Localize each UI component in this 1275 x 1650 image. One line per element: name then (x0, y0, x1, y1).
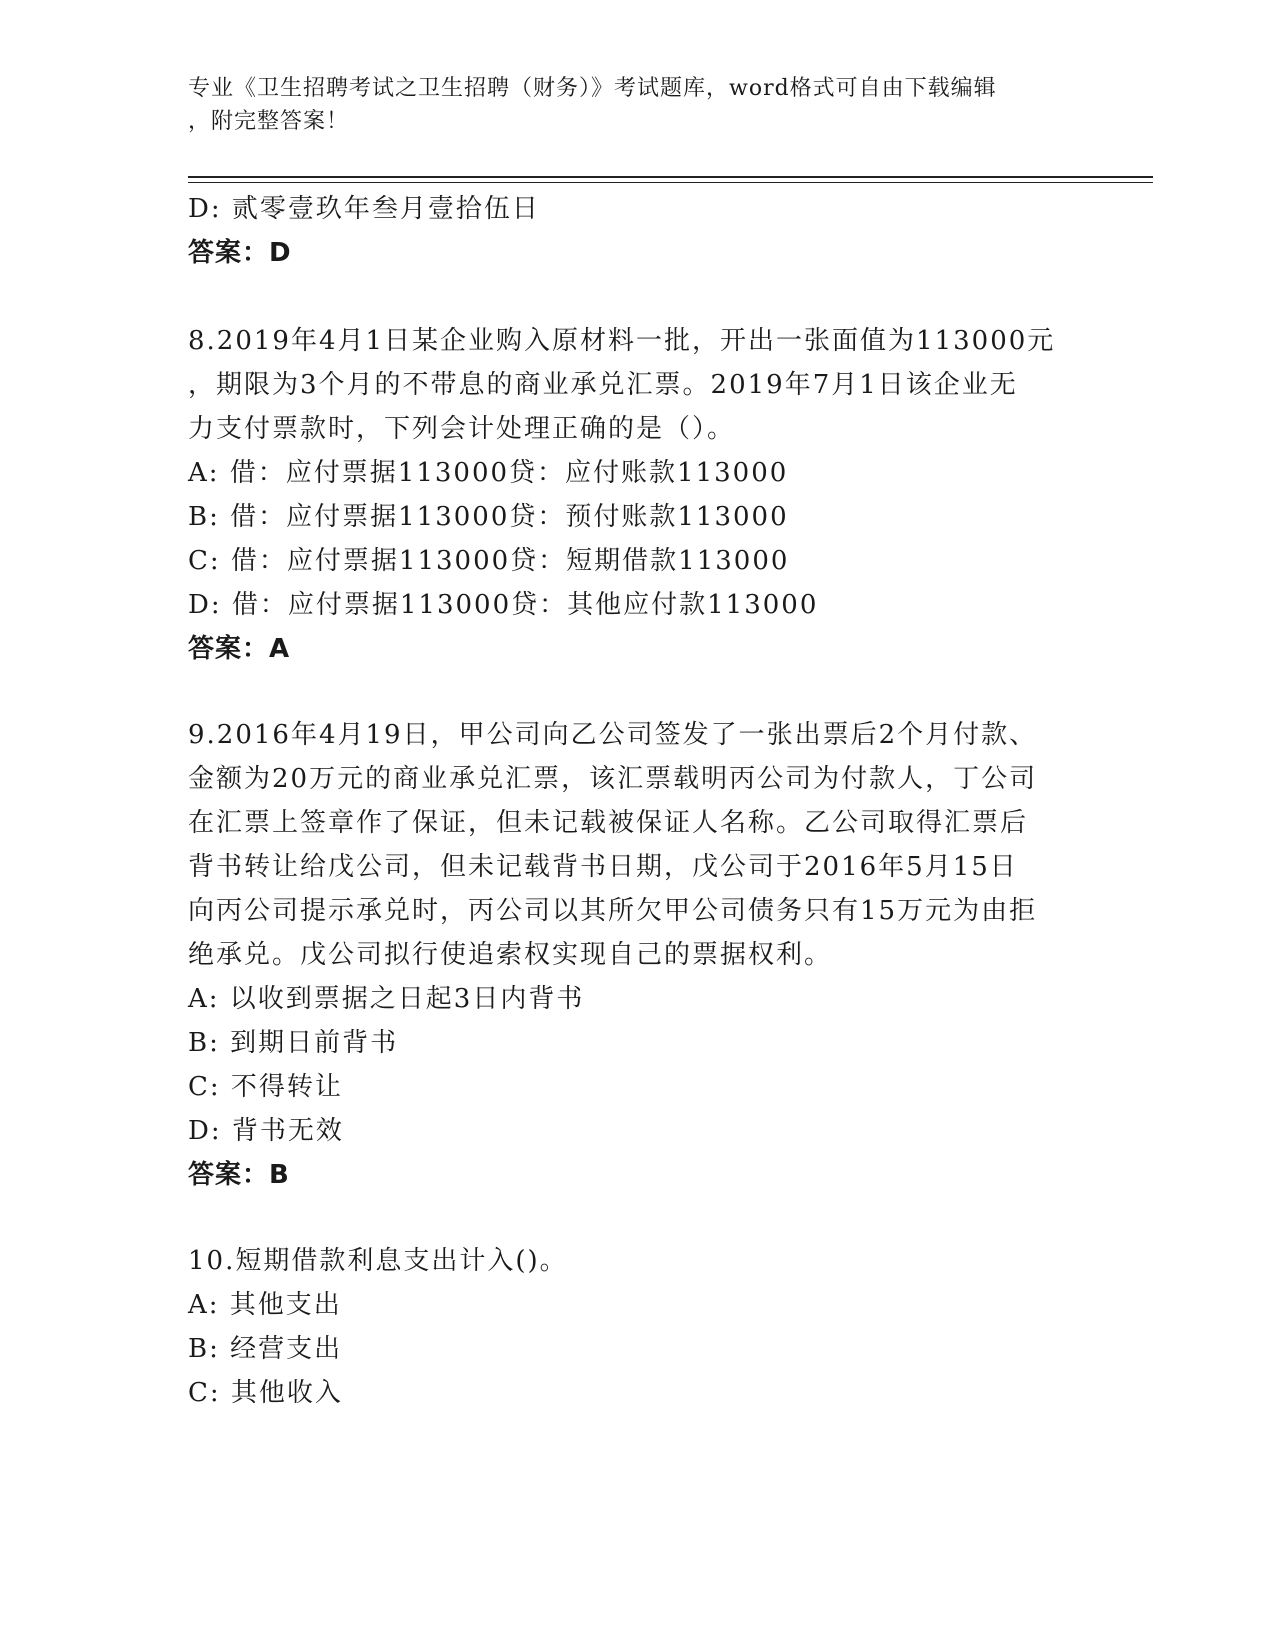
q7-option-d: D: 贰零壹玖年叁月壹拾伍日 (188, 194, 540, 224)
q9-stem-line-2: 金额为20万元的商业承兑汇票，该汇票载明丙公司为付款人，丁公司 (188, 764, 1038, 794)
q8-option-d: D: 借：应付票据113000贷：其他应付款113000 (188, 590, 819, 620)
q9-answer: 答案：B (188, 1160, 290, 1190)
q8-stem-line-2: ，期限为3个月的不带息的商业承兑汇票。2019年7月1日该企业无 (188, 370, 1018, 400)
header-line-2: ，附完整答案！ (188, 109, 350, 134)
q8-answer: 答案：A (188, 634, 291, 664)
header-line-1: 专业《卫生招聘考试之卫生招聘（财务）》考试题库，word格式可自由下载编辑 (188, 76, 997, 101)
header-rule-thick (188, 176, 1153, 178)
q9-stem-line-1: 9.2016年4月19日，甲公司向乙公司签发了一张出票后2个月付款、 (188, 720, 1038, 750)
q7-answer: 答案：D (188, 238, 292, 268)
q10-option-b: B: 经营支出 (188, 1334, 343, 1364)
q9-option-d: D: 背书无效 (188, 1116, 344, 1146)
q9-stem-line-5: 向丙公司提示承兑时，丙公司以其所欠甲公司债务只有15万元为由拒 (188, 896, 1038, 926)
q10-option-c: C: 其他收入 (188, 1378, 343, 1408)
q8-option-c: C: 借：应付票据113000贷：短期借款113000 (188, 546, 790, 576)
q9-option-c: C: 不得转让 (188, 1072, 343, 1102)
q8-stem-line-3: 力支付票款时，下列会计处理正确的是（）。 (188, 414, 736, 444)
q8-stem-line-1: 8.2019年4月1日某企业购入原材料一批，开出一张面值为113000元 (188, 326, 1056, 356)
q9-option-b: B: 到期日前背书 (188, 1028, 399, 1058)
document-header (188, 72, 1068, 138)
q10-stem-line-1: 10.短期借款利息支出计入()。 (188, 1246, 568, 1276)
q10-option-a: A: 其他支出 (188, 1290, 342, 1320)
q8-option-a: A: 借：应付票据113000贷：应付账款113000 (188, 458, 789, 488)
q8-option-b: B: 借：应付票据113000贷：预付账款113000 (188, 502, 789, 532)
q9-stem-line-3: 在汇票上签章作了保证，但未记载被保证人名称。乙公司取得汇票后 (188, 808, 1029, 838)
q9-option-a: A: 以收到票据之日起3日内背书 (188, 984, 585, 1014)
q9-stem-line-6: 绝承兑。戊公司拟行使追索权实现自己的票据权利。 (188, 940, 833, 970)
header-rule-thin (188, 182, 1153, 183)
q9-stem-line-4: 背书转让给戊公司，但未记载背书日期，戊公司于2016年5月15日 (188, 852, 1018, 882)
